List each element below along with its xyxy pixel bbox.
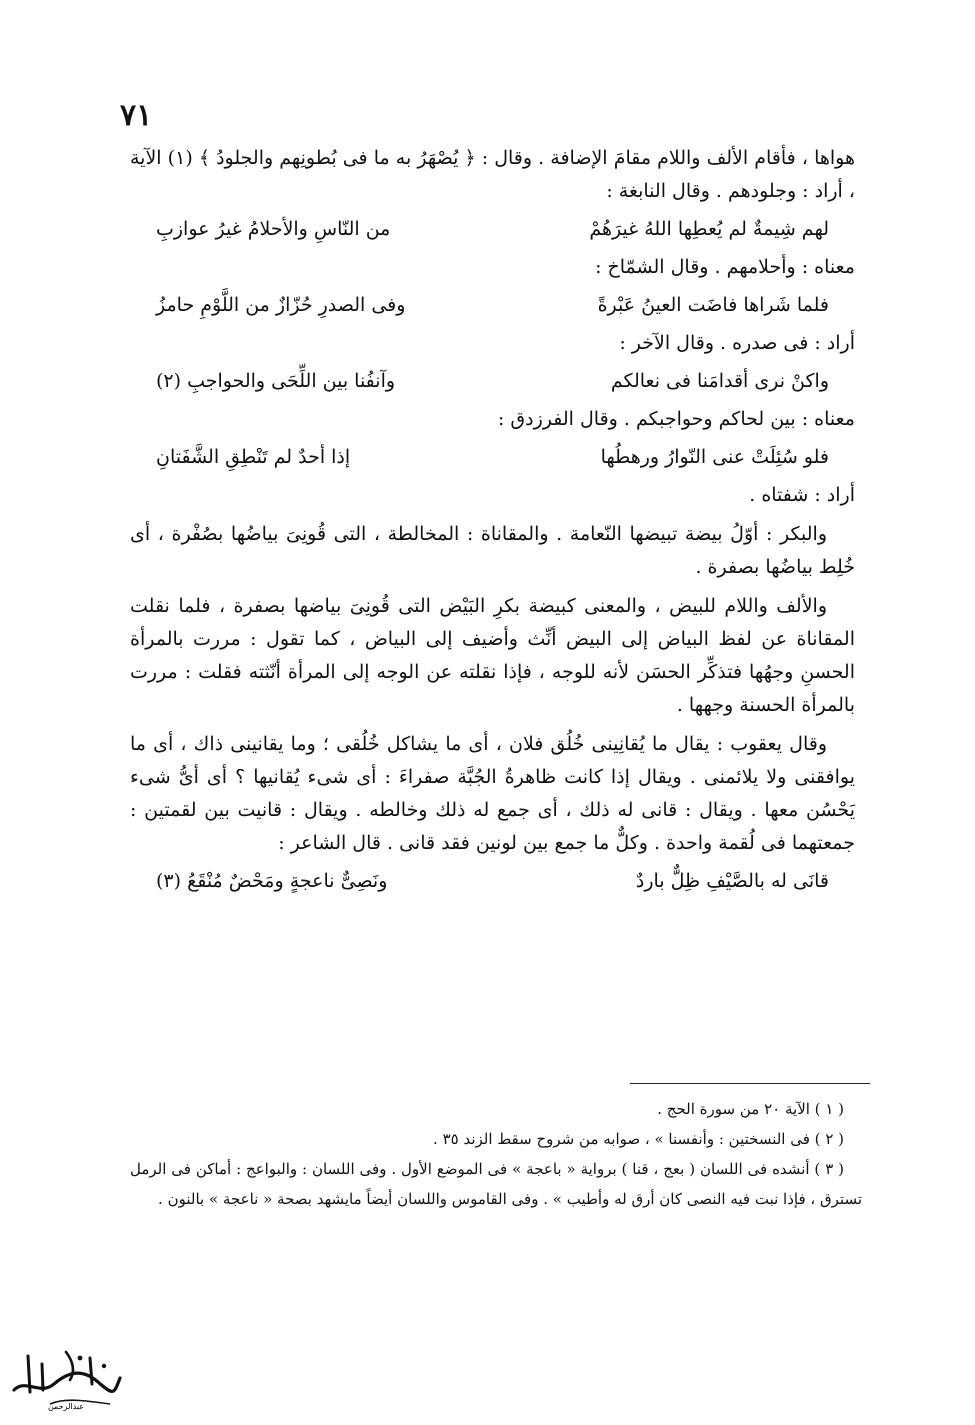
verse-line (130, 865, 855, 898)
verse-first-hemistich: فلما شَراها فاضَت العينُ عَبْرةً (597, 294, 829, 316)
verse-line (130, 213, 855, 246)
verse-first-hemistich: قانَى له بالصَّيْفِ ظِلٌّ باردٌ (635, 870, 829, 892)
verse-line (130, 289, 855, 322)
paragraph: والألف واللام للبيض ، والمعنى كبيضة بكرِ البَيْض التى قُونِىَ بياضها بصفرة ، فلما نقلت المقاناة عن لفظ البياض إلى البيض أنِّث وأضيف إلى البياض ، كما تقول : مررت بالمرأة الحسنِ وجهُها فتذكِّر الحسَن لأنه للوجه ، فإذا نقلته عن الوجه إلى المرأة أنّثته فقلت : مررت بالمرأة الحسنة وجهها . (130, 595, 855, 716)
paragraph: هواها ، فأقام الألف واللام مقامَ الإضافة . وقال : ﴿ يُصْهَرُ به ما فى بُطونِهم والجلودُ ﴾ (١) الآية ، أراد : وجلودهم . وقال النابغة : (130, 147, 855, 202)
verse-first-hemistich: واكنْ نرى أقدامَنا فى نعالكم (610, 370, 829, 392)
footnote: ( ٢ ) فى النسختين : وأنفسنا » ، صوابه من شروح سقط الزند ٣٥ . (433, 1130, 844, 1148)
verse-second-hemistich: وآنفُنا بين اللِّحَى والحواجبِ (٢) (156, 370, 396, 392)
logo-text: المستهام (49, 1343, 83, 1353)
paragraph: معناه : بين لحاكم وحواجبكم . وقال الفرزدق : (497, 408, 855, 430)
verse-line (130, 365, 855, 398)
verse-line (130, 441, 855, 474)
calligraphy-logo (6, 1338, 126, 1412)
page-number: ٧١ (120, 98, 153, 133)
paragraph: أراد : شفتاه . (749, 484, 855, 506)
verse-first-hemistich: فلو سُئِلَتْ عنى النّوارُ ورهطُها (600, 446, 829, 468)
main-text (130, 142, 855, 903)
logo-subtext: عبدالرحمن (47, 1402, 85, 1411)
verse-second-hemistich: ونَصِىٌّ ناعجةٍ ومَحْضٌ مُنْقَعُ (٣) (156, 870, 388, 892)
footnote-divider (630, 1083, 870, 1084)
footnotes (130, 1094, 862, 1214)
paragraph: والبكر : أوّلُ بيضة تبيضها النّعامة . والمقاناة : المخالطة ، التى قُونِىَ بياضُها بصُفْرة ، أى خُلِط بياضُها بصفرة . (130, 523, 855, 578)
footnote: ( ٣ ) أنشده فى اللسان ( بعج ، قنا ) برواية « باعجة » فى الموضع الأول . وفى اللسان : والبواعج : أماكن فى الرمل تسترق ، فإذا نبت فيه النصى كان أرق له وأطيب » . وفى القاموس واللسان أيضاً مايشهد بصحة « ناعجة » بالنون . (130, 1160, 862, 1208)
paragraph: وقال يعقوب : يقال ما يُقانِينى خُلُق فلان ، أى ما يشاكل خُلُقى ؛ وما يقانينى ذاك ، أى ما يوافقنى ولا يلائمنى . ويقال إذا كانت ظاهرةُ الجُبَّة صفراءَ : أى شىء يُقانيها ؟ أى أىُّ شىء يَحْسُن معها . ويقال : قانى له ذلك ، أى جمع له ذلك وخالطه . ويقال : قانيت بين لقمتين : جمعتهما فى لُقمة واحدة . وكلٌّ ما جمع بين لونين فقد قانى . قال الشاعر : (130, 733, 855, 854)
verse-first-hemistich: لهم شِيمةٌ لم يُعطِها اللهُ غيرَهُمْ (589, 218, 829, 240)
footnote: ( ١ ) الآية ٢٠ من سورة الحج . (657, 1100, 844, 1118)
verse-second-hemistich: من النّاسِ والأحلامُ غيرُ عوازبِ (156, 218, 391, 240)
verse-second-hemistich: إذا أحدٌ لم تَنْطِقِ الشَّفَتانِ (156, 446, 351, 468)
paragraph: أراد : فى صدره . وقال الآخر : (619, 332, 855, 354)
verse-second-hemistich: وفى الصدرِ حُزّازٌ من اللَّوْمِ حامزُ (156, 294, 406, 316)
paragraph: معناه : وأحلامهم . وقال الشمّاخ : (595, 256, 855, 278)
